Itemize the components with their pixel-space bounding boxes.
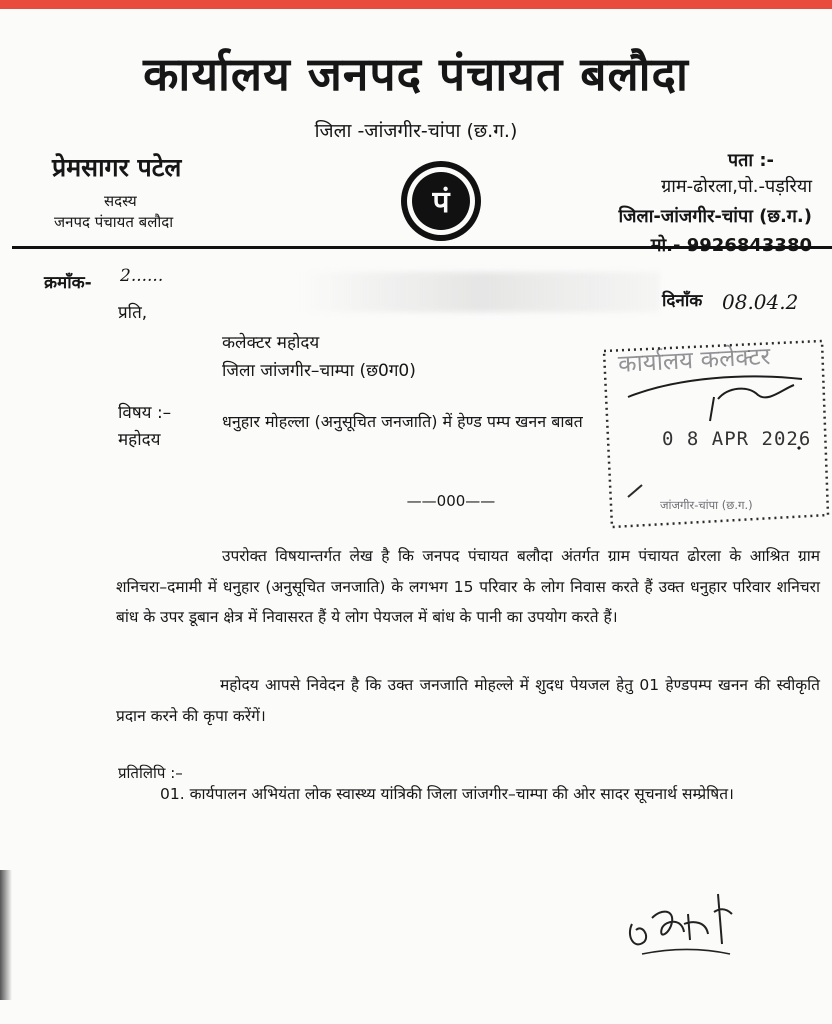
reference-label: क्रमाँक- [44,273,92,293]
stamp-date: 0 8 APR 2026 [662,428,812,450]
top-color-bar [0,0,832,9]
body-paragraph-1: उपरोक्त विषयान्तर्गत लेख है कि जनपद पंचायत बलौदा अंतर्गत ग्राम पंचायत ढोरला के आश्रित ग्राम शनिचरा–दमामी में धनुहार (अनुसूचित जनजाति) के लगभग 15 परिवार के लोग निवास करते हैं उक्त धनुहार परिवार शनिचरा बांध के उपर डूबान क्षेत्र में निवासरत हैं ये लोग पेयजल में बांध के पानी का उपयोग करते हैं। [116,547,820,626]
page-edge-shadow [0,870,12,1000]
stamp-office-title: कार्यालय कलेक्टर [617,342,771,378]
copy-to-item: 01. कार्यपालन अभियंता लोक स्वास्थ्य यांत्रिकी जिला जांजगीर–चाम्पा की ओर सादर सूचनार्थ सम्प्रेषित। [160,785,734,803]
address-label: पता :- [727,150,774,171]
date-value: 08.04.2 [722,290,799,314]
salutation: महोदय [118,430,161,450]
reference-number: 2...... [120,266,164,286]
office-title: कार्यालय जनपद पंचायत बलौदा [143,47,689,101]
member-name: प्रेमसागर पटेल [52,153,182,182]
phone-number [651,233,812,257]
recipient-district: जिला जांजगीर–चाम्पा (छ0ग0) [222,361,416,381]
subject-label: विषय :– [118,403,172,423]
panchayat-emblem-icon [398,158,484,244]
date-label: दिनाँक [662,291,703,311]
subject-text: धनुहार मोहल्ला (अनुसूचित जनजाति) में हेण्ड पम्प खनन बाबत [222,412,583,431]
separator: ——000—— [406,492,496,510]
address-line-1: ग्राम-ढोरला,पो.-पड़रिया [661,176,812,197]
header-divider [12,246,832,249]
body-paragraph-2: महोदय आपसे निवेदन है कि उक्त जनजाति मोहल्ले में शुदध पेयजल हेतु 01 हेण्डपम्प खनन की स्वीकृति प्रदान करने की कृपा करेंगें। [116,676,820,725]
recipient-title: कलेक्टर महोदय [222,333,320,353]
district-line: जिला -जांजगीर-चांपा (छ.ग.) [314,120,518,142]
faded-text-smudge [300,272,660,312]
stamp-footer: जांजगीर-चांपा (छ.ग.) [660,498,753,512]
member-role: सदस्य [104,192,137,210]
copy-to-label: प्रतिलिपि :– [118,764,183,782]
emblem-letter: पं [432,185,450,220]
to-label: प्रति, [118,303,148,323]
member-office: जनपद पंचायत बलौदा [54,213,174,231]
handwritten-signature [622,884,742,964]
address-line-2: जिला-जांजगीर-चांपा (छ.ग.) [618,206,812,227]
